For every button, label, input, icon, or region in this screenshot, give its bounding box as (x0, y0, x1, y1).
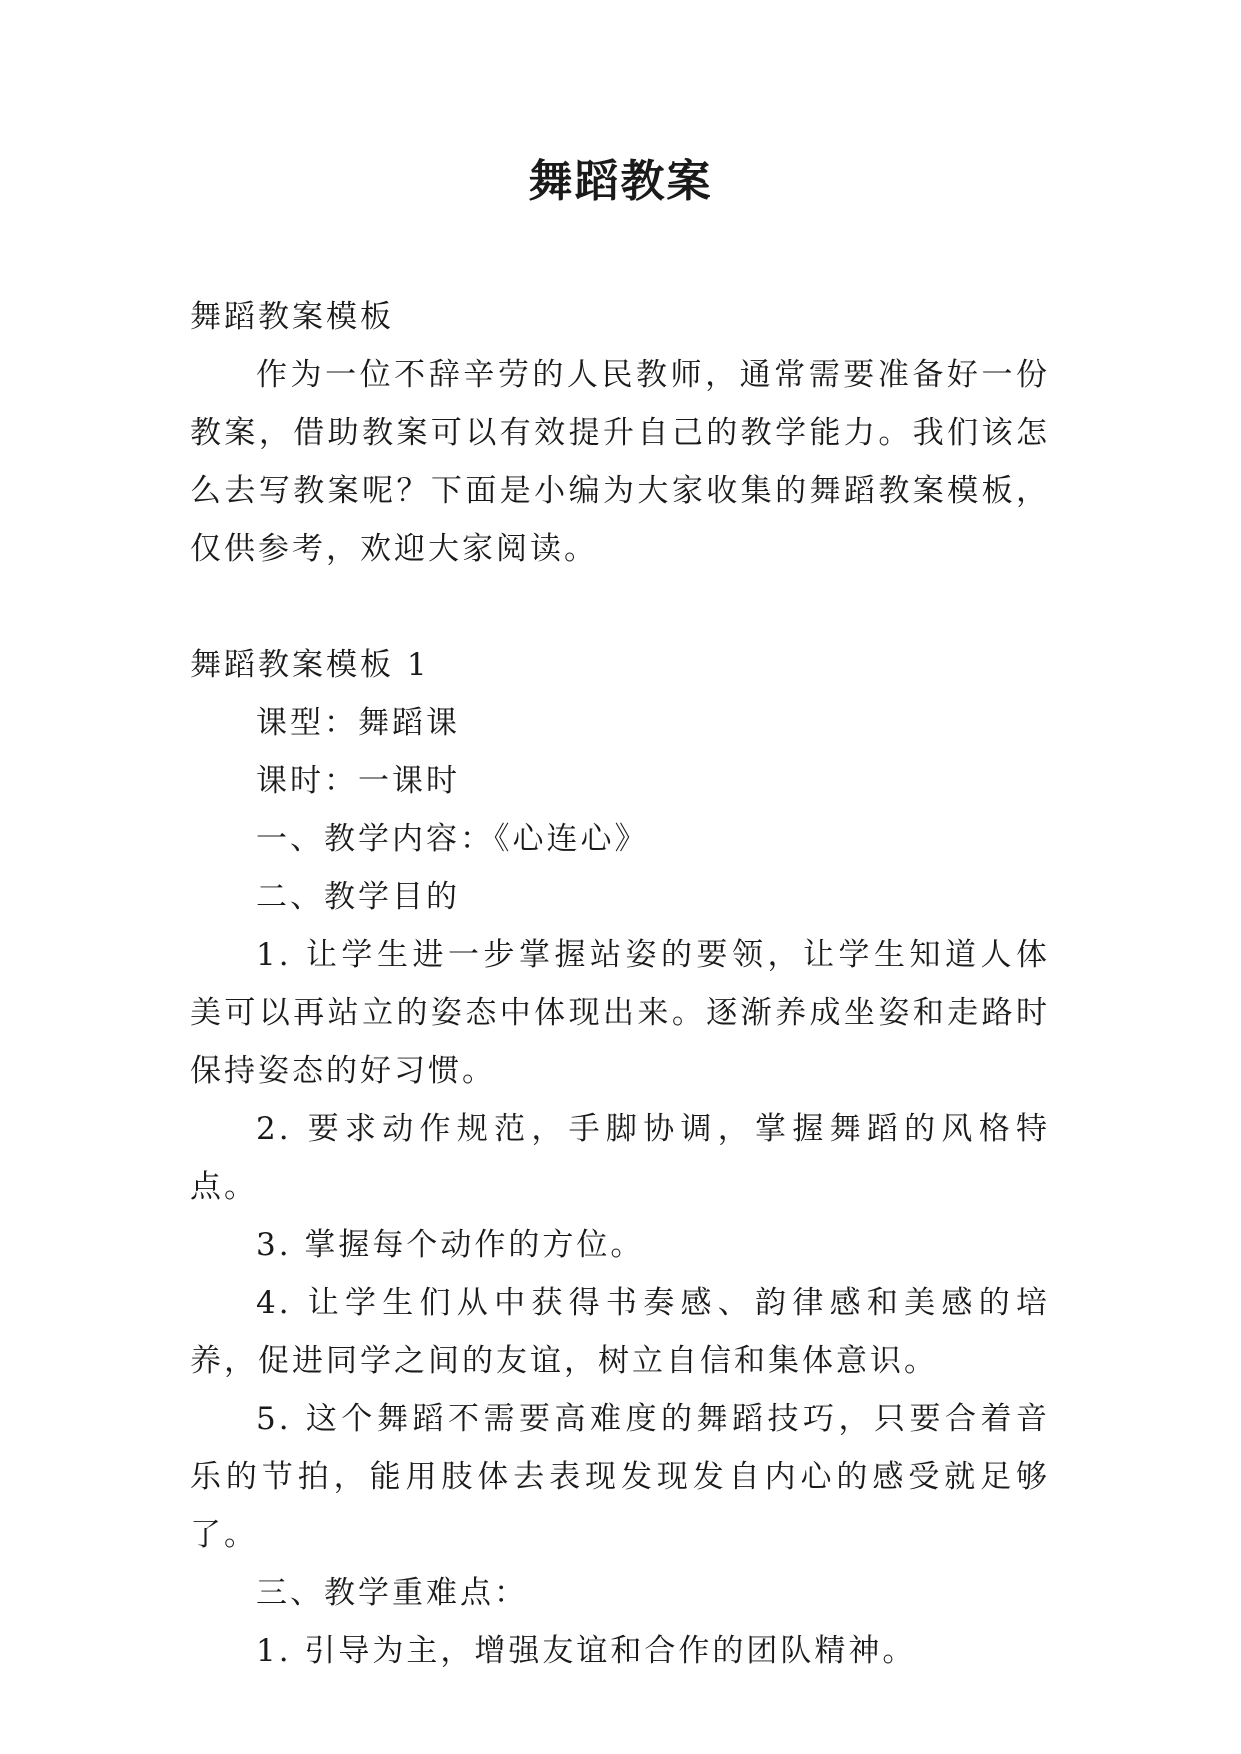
lesson-type: 课型：舞蹈课 (256, 705, 460, 741)
objective-item: 5. 这个舞蹈不需要高难度的舞蹈技巧，只要合着音乐的节拍，能用肢体去表现发现发自内心的感受就足够了。 (190, 1401, 1050, 1553)
spacer (190, 578, 1050, 636)
intro-paragraph: 作为一位不辞辛劳的人民教师，通常需要准备好一份教案，借助教案可以有效提升自己的教学能力。我们该怎么去写教案呢？下面是小编为大家收集的舞蹈教案模板，仅供参考，欢迎大家阅读。 (190, 357, 1050, 567)
teaching-objectives-heading: 二、教学目的 (256, 879, 460, 915)
objective-item: 1. 让学生进一步掌握站姿的要领，让学生知道人体美可以再站立的姿态中体现出来。逐渐养成坐姿和走路时保持姿态的好习惯。 (190, 937, 1050, 1089)
lesson-duration: 课时：一课时 (256, 763, 460, 799)
document-title: 舞蹈教案 (528, 156, 713, 207)
key-points-heading: 三、教学重难点： (256, 1575, 528, 1611)
objective-item: 2. 要求动作规范，手脚协调，掌握舞蹈的风格特点。 (190, 1111, 1050, 1205)
template-1-heading: 舞蹈教案模板 1 (190, 647, 430, 683)
objective-item: 4. 让学生们从中获得书奏感、韵律感和美感的培养，促进同学之间的友谊，树立自信和集体意识。 (190, 1285, 1050, 1379)
teaching-content: 一、教学内容：《心连心》 (256, 821, 649, 857)
section-title: 舞蹈教案模板 (190, 299, 394, 335)
document-body (190, 288, 1050, 1680)
objective-item: 3. 掌握每个动作的方位。 (256, 1227, 645, 1263)
key-point-item: 1. 引导为主，增强友谊和合作的团队精神。 (256, 1633, 917, 1669)
